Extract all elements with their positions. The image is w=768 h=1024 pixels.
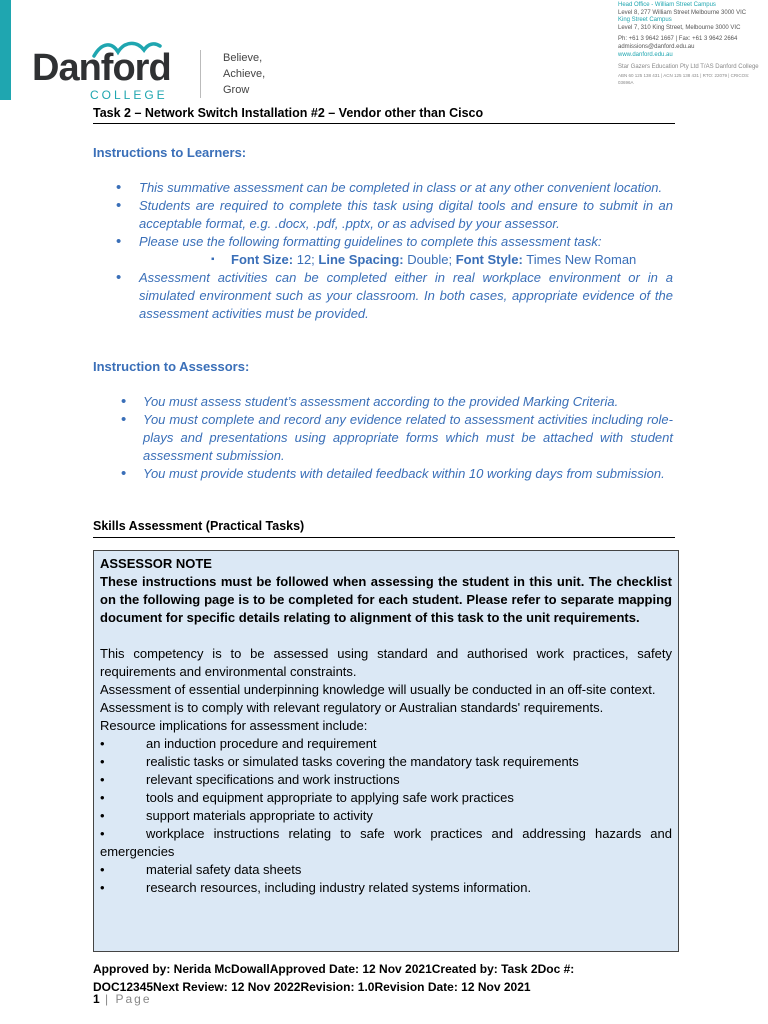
resource-item: • support materials appropriate to activity bbox=[100, 808, 373, 823]
footer-line: DOC12345Next Review: 12 Nov 2022Revision: 1.0Revision Date: 12 Nov 2021 bbox=[93, 980, 531, 994]
tagline-line: Achieve, bbox=[223, 68, 266, 80]
resource-item: • material safety data sheets bbox=[100, 862, 302, 877]
logo-divider bbox=[200, 50, 201, 98]
font-size-value: 12; bbox=[293, 252, 319, 267]
assessors-heading: Instruction to Assessors: bbox=[93, 359, 250, 374]
note-paragraph: Resource implications for assessment include: bbox=[100, 718, 368, 733]
list-item: • This summative assessment can be completed in class or at any other convenient location. bbox=[93, 179, 673, 197]
note-instructions: These instructions must be followed when assessing the student in this unit. The checklist on the following page is to be completed for each student. Please refer to separate mapping document for specific details relating to alignment of this task to the unit requirements. bbox=[100, 574, 672, 625]
head-office-address: Level 8, 277 William Street Melbourne 3000 VIC bbox=[618, 9, 747, 16]
font-size-label: Font Size: bbox=[231, 252, 294, 267]
task-title: Task 2 – Network Switch Installation #2 – Vendor other than Cisco bbox=[93, 106, 484, 120]
list-item: • You must complete and record any evidence related to assessment activities including role-plays and presentations using appropriate forms which must be attached with student assessment submission. bbox=[93, 411, 673, 465]
note-title: ASSESSOR NOTE bbox=[100, 556, 212, 571]
font-style-label: Font Style: bbox=[455, 252, 523, 267]
resource-item: • an induction procedure and requirement bbox=[100, 736, 377, 751]
accent-bar bbox=[0, 0, 11, 100]
assessors-list bbox=[93, 393, 673, 483]
website-link[interactable]: www.danford.edu.au bbox=[618, 51, 673, 58]
font-style-value: Times New Roman bbox=[522, 252, 637, 267]
resource-item: • tools and equipment appropriate to applying safe work practices bbox=[100, 790, 514, 805]
list-item: • Students are required to complete this task using digital tools and ensure to submit in an acceptable format, e.g. .docx, .pdf, .pptx, or as advised by your assessor. bbox=[93, 197, 673, 233]
line-spacing-label: Line Spacing: bbox=[318, 252, 404, 267]
legal-name: Star Gazers Education Pty Ltd T/AS Danford College bbox=[618, 64, 759, 71]
office-info bbox=[618, 2, 766, 87]
email-link[interactable]: admissions@danford.edu.au bbox=[618, 43, 695, 50]
resource-item: • workplace instructions relating to safe work practices and addressing hazards and emergencies bbox=[100, 826, 672, 859]
assessor-note-box bbox=[93, 550, 679, 952]
phone-fax: Ph: +61 3 9642 1667 | Fax: +61 3 9642 2664 bbox=[618, 36, 738, 43]
list-item: • Assessment activities can be completed either in real workplace environment or in a simulated environment such as your classroom. In both cases, appropriate evidence of the assessment activities must be provided. bbox=[93, 269, 673, 323]
format-guidelines bbox=[93, 251, 673, 269]
resource-item: • realistic tasks or simulated tasks covering the mandatory task requirements bbox=[100, 754, 579, 769]
tagline-line: Believe, bbox=[223, 52, 263, 64]
king-street-address: Level 7, 310 King Street, Melbourne 3000 VIC bbox=[618, 24, 741, 31]
footer-line: Approved by: Nerida McDowallApproved Date: 12 Nov 2021Created by: Task 2Doc #: bbox=[93, 962, 575, 976]
list-item: • You must assess student’s assessment according to the provided Marking Criteria. bbox=[93, 393, 673, 411]
tagline bbox=[223, 50, 265, 98]
learners-heading: Instructions to Learners: bbox=[93, 145, 247, 160]
king-street-label: King Street Campus bbox=[618, 17, 672, 24]
note-paragraph: Assessment is to comply with relevant regulatory or Australian standards' requirements. bbox=[100, 700, 604, 715]
line-spacing-value: Double; bbox=[403, 252, 456, 267]
skills-title: Skills Assessment (Practical Tasks) bbox=[93, 519, 305, 533]
note-paragraph: This competency is to be assessed using standard and authorised work practices, safety requirements and environmental constraints. bbox=[100, 646, 672, 679]
list-item: • Please use the following formatting guidelines to complete this assessment task: bbox=[93, 233, 673, 251]
logo-subtitle: COLLEGE bbox=[90, 88, 168, 102]
registration-ids: ABN 60 125 138 431 | ACN 125 138 431 | RTO: 22079 | CRICOS: 03696A bbox=[618, 72, 750, 86]
learners-list bbox=[93, 179, 673, 323]
document-footer bbox=[93, 960, 683, 996]
page-number: 1 | Page bbox=[93, 992, 152, 1006]
resource-item: • relevant specifications and work instructions bbox=[100, 772, 400, 787]
list-item: • You must provide students with detailed feedback within 10 working days from submission. bbox=[93, 465, 673, 483]
danford-logo bbox=[32, 40, 182, 105]
logo-wordmark: Danford bbox=[32, 47, 171, 89]
resource-item: • research resources, including industry related systems information. bbox=[100, 880, 532, 895]
tagline-line: Grow bbox=[223, 84, 250, 96]
head-office-label: Head Office - William Street Campus bbox=[618, 2, 716, 8]
note-paragraph: Assessment of essential underpinning knowledge will usually be conducted in an off-site context. bbox=[100, 682, 656, 697]
skills-underline bbox=[93, 537, 675, 538]
title-underline bbox=[93, 123, 675, 124]
